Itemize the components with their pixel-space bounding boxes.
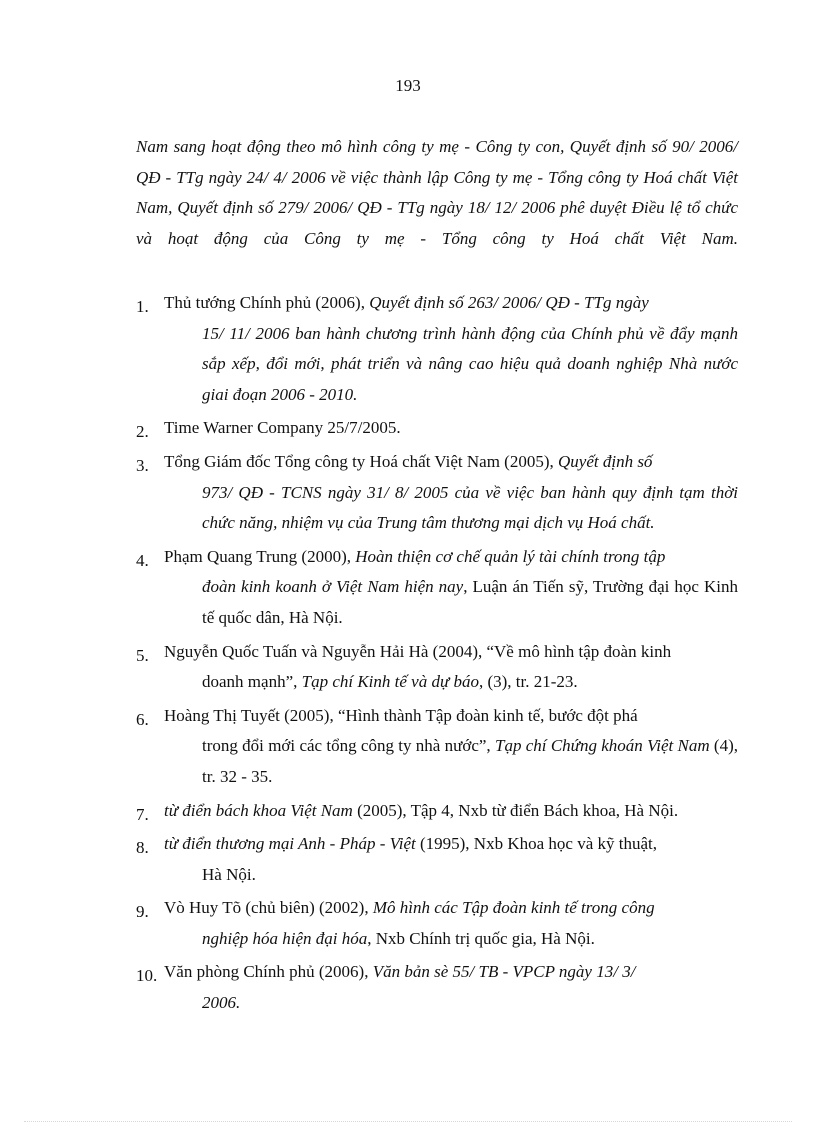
reference-item <box>136 796 738 827</box>
reference-text: Hà Nội. <box>202 864 256 884</box>
reference-text: Mô hình các Tập đoàn kinh tế trong công <box>372 898 655 918</box>
reference-number: 4. <box>136 550 149 570</box>
reference-text: (4), tr. 32 - 35. <box>202 736 739 786</box>
reference-text: , Luận án Tiến sỹ, Trường đại học Kinh tế quốc dân, Hà Nội. <box>202 577 739 627</box>
reference-list <box>136 288 738 1022</box>
reference-text: Nguyễn Quốc Tuấn và Nguyễn Hải Hà (2004), “Về mô hình tập đoàn kinh <box>164 641 672 661</box>
reference-text: Tạp chí Kinh tế và dự báo <box>301 672 479 692</box>
reference-text: Văn bản sè 55/ TB - VPCP ngày 13/ 3/ <box>372 962 636 982</box>
reference-text: 973/ QĐ - TCNS ngày 31/ 8/ 2005 của về việc ban hành quy định tạm thời chức năng, nhiệm vụ của Trung tâm thương mại dịch vụ Hoá chất. <box>202 482 738 533</box>
reference-text: trong đổi mới các tổng công ty nhà nước”, <box>202 736 495 756</box>
reference-number: 6. <box>136 709 149 729</box>
reference-text: 15/ 11/ 2006 ban hành chương trình hành động của Chính phủ về đẩy mạnh sắp xếp, đổi mới, phát triển và nâng cao hiệu quả doanh nghiệp Nhà nước giai đoạn 2006 - 2010. <box>202 323 738 404</box>
reference-number: 10. <box>136 966 158 986</box>
reference-number: 1. <box>136 297 149 316</box>
reference-text: , (3), tr. 21-23. <box>478 672 578 692</box>
reference-item <box>136 637 738 698</box>
page-bottom-rule <box>24 1121 792 1122</box>
reference-text: (1995), Nxb Khoa học và kỹ thuật, <box>415 834 657 854</box>
reference-text: Hoàng Thị Tuyết (2005), “Hình thành Tập đoàn kinh tế, bước đột phá <box>164 705 638 725</box>
reference-number: 3. <box>136 455 149 475</box>
reference-item <box>136 893 738 954</box>
reference-text: Tạp chí Chứng khoán Việt Nam <box>495 736 710 756</box>
reference-text: Quyết định số 263/ 2006/ QĐ - TTg ngày <box>369 293 649 312</box>
reference-text: Tổng Giám đốc Tổng công ty Hoá chất Việt Nam (2005), <box>164 451 558 471</box>
reference-continuation: Nam sang hoạt động theo mô hình công ty mẹ - Công ty con, Quyết định số 90/ 2006/ QĐ - TTg ngày 24/ 4/ 2006 về việc thành lập Công ty mẹ - Tổng công ty Hoá chất Việt Nam, Quyết định số 279/ 2006/ QĐ - TTg ngày 18/ 12/ 2006 phê duyệt Điều lệ tổ chức và hoạt động của Công ty mẹ - Tổng công ty Hoá chất Việt Nam. <box>136 137 738 248</box>
reference-number: 5. <box>136 645 149 665</box>
reference-text: 2006. <box>202 993 241 1013</box>
reference-text: Phạm Quang Trung (2000), <box>164 546 356 566</box>
reference-text: đoàn kinh koanh ở Việt Nam hiện nay <box>202 577 464 597</box>
reference-text: Văn phòng Chính phủ (2006), <box>164 962 373 982</box>
reference-number: 2. <box>136 422 149 442</box>
reference-item <box>136 447 738 539</box>
reference-text: Hoàn thiện cơ chế quản lý tài chính trong tập <box>355 546 666 566</box>
reference-text: Time Warner Company 25/7/2005. <box>164 418 401 438</box>
reference-text: Quyết định số <box>558 451 653 471</box>
reference-text: nghiệp hóa hiện đại hóa <box>202 928 368 948</box>
reference-number: 8. <box>136 838 149 858</box>
reference-number: 7. <box>136 804 149 824</box>
reference-text: Vò Huy Tõ (chủ biên) (2002), <box>164 898 373 918</box>
reference-text: , Nxb Chính trị quốc gia, Hà Nội. <box>367 928 595 948</box>
reference-item <box>136 957 738 1018</box>
reference-text: Thủ tướng Chính phủ (2006), <box>164 293 370 312</box>
reference-text: (2005), Tập 4, Nxb từ điển Bách khoa, Hà Nội. <box>352 800 679 820</box>
reference-text: từ điển bách khoa Việt Nam <box>164 800 353 820</box>
reference-item <box>136 829 738 890</box>
page-number: 193 <box>395 76 421 95</box>
reference-item <box>136 542 738 634</box>
reference-text: doanh mạnh”, <box>202 672 302 692</box>
reference-text: từ điển thương mại Anh - Pháp - Việt <box>164 834 416 854</box>
reference-item <box>136 288 738 410</box>
reference-number: 9. <box>136 902 149 922</box>
reference-item <box>136 701 738 793</box>
reference-item <box>136 413 738 444</box>
